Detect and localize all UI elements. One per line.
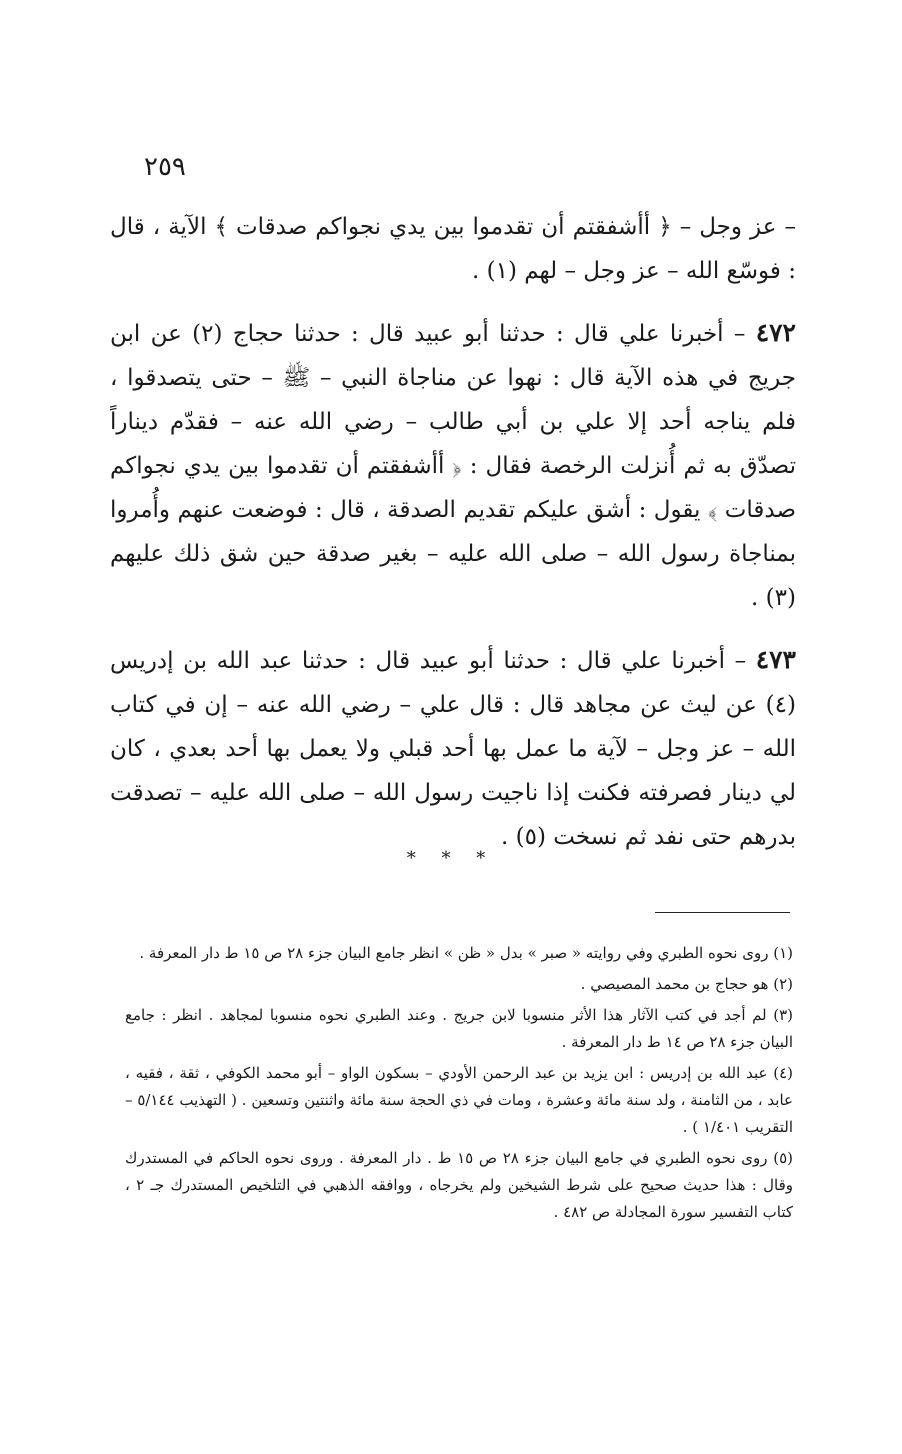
paragraph-text: – عز وجل – ﴿ أأشفقتم أن تقدموا بين يدي نجواكم صدقات ﴾ الآية ، قال : فوسّع الله – عز وجل – لهم (١) . — [110, 214, 796, 284]
hadith-number: ٤٧٢ — [755, 318, 796, 347]
footnote-1: (١) روى نحوه الطبري وفي روايته « صبر » بدل « ظن » انظر جامع البيان جزء ٢٨ ص ١٥ ط دار المعرفة . — [139, 944, 793, 962]
hadith-number: ٤٧٣ — [755, 645, 796, 674]
section-separator: * * * — [406, 848, 496, 869]
main-text — [110, 205, 796, 877]
page-number: ٢٥٩ — [144, 152, 186, 182]
footnote-3: (٣) لم أجد في كتب الآثار هذا الأثر منسوبا لابن جريج . وعند الطبري نحوه منسوبا لمجاهد . انظر : جامع البيان جزء ٢٨ ص ١٤ ط دار المعرفة . — [125, 1006, 793, 1051]
footnote-2: (٢) هو حجاج بن محمد المصيصي . — [580, 975, 793, 993]
paragraph-text: – أخبرنا علي قال : حدثنا أبو عبيد قال : حدثنا عبد الله بن إدريس (٤) عن ليث عن مجاهد قال : قال علي – رضي الله عنه – إن في كتاب الله – عز وجل – لآية ما عمل بها أحد قبلي ولا يعمل بها أحد بعدي ، كان لي دينار فصرفته فكنت إذا ناجيت رسول الله – صلى الله عليه – تصدقت بدرهم حتى نفد ثم نسخت (٥) . — [110, 648, 796, 850]
paragraph-text: – أخبرنا علي قال : حدثنا أبو عبيد قال : حدثنا حجاج (٢) عن ابن جريج في هذه الآية قال : نهوا عن مناجاة النبي – ﷺ – حتى يتصدقوا ، فلم يناجه أحد إلا علي بن أبي طالب – رضي الله عنه – فقدّم ديناراً تصدّق به ثم أُنزلت الرخصة فقال : ﴿ أأشفقتم أن تقدموا بين يدي نجواكم صدقات ﴾ يقول : أشق عليكم تقديم الصدقة ، قال : فوضعت عنهم وأُمروا بمناجاة رسول الله – صلى الله عليه – بغير صدقة حين شق ذلك عليهم (٣) . — [110, 321, 796, 611]
footnote-divider — [655, 912, 790, 913]
paragraph-continuation — [110, 205, 796, 293]
hadith-473 — [110, 638, 796, 859]
hadith-472 — [110, 311, 796, 620]
footnote-5: (٥) روى نحوه الطبري في جامع البيان جزء ٢٨ ص ١٥ ط . دار المعرفة . وروى نحوه الحاكم في المستدرك وقال : هذا حديث صحيح على شرط الشيخين ولم يخرجاه ، ووافقه الذهبي في التلخيص المستدرك جـ ٢ ، كتاب التفسير سورة المجادلة ص ٤٨٢ . — [125, 1149, 794, 1221]
footnote-4: (٤) عبد الله بن إدريس : ابن يزيد بن عبد الرحمن الأودي – بسكون الواو – أبو محمد الكوفي ، ثقة ، فقيه ، عابد ، من الثامنة ، ولد سنة مائة وعشرة ، ومات في ذي الحجة سنة مائة واثنتين وتسعين . ( التهذيب ٥/١٤٤ – التقريب ١/٤٠١ ) . — [125, 1064, 793, 1136]
footnotes — [125, 940, 793, 1230]
